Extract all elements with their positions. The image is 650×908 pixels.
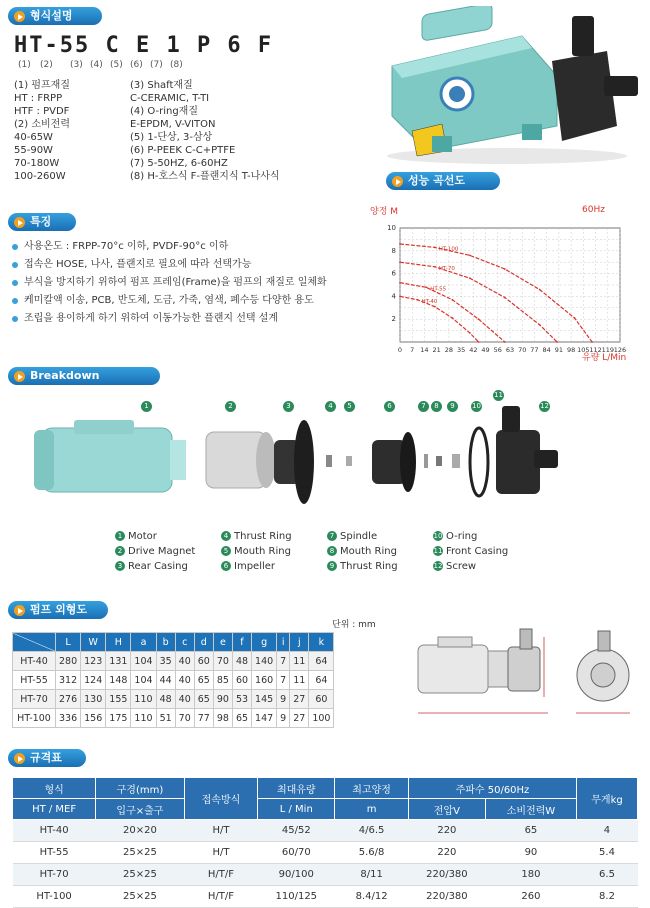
dim-cell: 7 [277, 652, 290, 671]
part-num: 8 [327, 546, 337, 556]
play-icon [14, 11, 25, 22]
chart-xtick-label: 0 [397, 346, 403, 354]
dim-cell: 124 [81, 671, 106, 690]
spec-header: 접속방식 [184, 778, 258, 820]
part-num: 3 [115, 561, 125, 571]
spec-line: (5) 1-단상, 3-삼상 [130, 132, 213, 143]
spec-line: (8) H-호스식 F-플랜지식 T-나사식 [130, 171, 280, 182]
part-name: Thrust Ring [234, 531, 292, 542]
chart-point [469, 332, 471, 334]
chart-point [504, 297, 506, 299]
spec-subheader: 입구×출구 [96, 799, 184, 820]
dim-cell: 155 [106, 690, 131, 709]
dim-corner [13, 633, 56, 652]
chart-ytick-label: 4 [391, 292, 396, 301]
spec-header-row-1 [13, 778, 638, 799]
dim-cell: 70 [213, 652, 232, 671]
part-name: Screw [446, 561, 477, 572]
chart-point [469, 254, 471, 256]
dim-header: b [156, 633, 175, 652]
part-item [327, 561, 398, 572]
dim-cell: 147 [252, 709, 277, 728]
callout-4: 4 [325, 401, 336, 412]
spec-cell: 180 [485, 864, 576, 886]
chart-ylabel: 양정 M [370, 207, 399, 217]
dim-model-cell: HT-70 [13, 690, 56, 709]
chart-point [451, 317, 453, 319]
part-item [115, 546, 195, 557]
chart-freq-label: 60Hz [582, 205, 605, 215]
play-icon [14, 371, 25, 382]
chart-series-label: HT-55 [430, 286, 447, 293]
spec-cell: 220/380 [408, 886, 485, 908]
dim-cell: 85 [213, 671, 232, 690]
callout-10: 10 [472, 402, 481, 410]
chart-point [399, 243, 401, 245]
dim-cell: 48 [232, 652, 251, 671]
chart-point [417, 299, 419, 301]
play-icon [14, 217, 25, 228]
callout-11: 11 [494, 391, 503, 399]
chart-point [425, 286, 427, 288]
chart-xtick-label: 7 [410, 346, 415, 354]
feature-item: 케미칼액 이송, PCB, 반도체, 도금, 가죽, 염색, 폐수등 다양한 용도 [12, 292, 327, 310]
dim-header: L [56, 633, 81, 652]
spec-cell: H/T [184, 820, 258, 842]
chart-point [434, 246, 436, 248]
spec-cell: HT-70 [13, 864, 96, 886]
part-item [115, 531, 157, 542]
section-header-curve [386, 172, 500, 190]
dim-cell: 27 [290, 709, 309, 728]
dim-cell: 104 [131, 652, 156, 671]
chart-xtick-label: 28 [444, 346, 454, 354]
spec-cell: HT-40 [13, 820, 96, 842]
dimension-table [12, 632, 334, 728]
spec-line: (3) Shaft재질 [130, 80, 193, 91]
dim-cell: 64 [309, 671, 334, 690]
dim-cell: 90 [213, 690, 232, 709]
spec-subheader: HT / MEF [13, 799, 96, 820]
spec-subheader: L / Min [258, 799, 335, 820]
code-num: (6) [130, 60, 143, 70]
spec-left [14, 79, 70, 183]
spec-line: 55-90W [14, 145, 53, 156]
spec-cell: 4/6.5 [335, 820, 409, 842]
spec-cell: HT-55 [13, 842, 96, 864]
part-num: 9 [327, 561, 337, 571]
spec-cell: 220/380 [408, 864, 485, 886]
dim-cell: 48 [156, 690, 175, 709]
spec-header: 무게kg [576, 778, 637, 820]
spec-cell: 5.6/8 [335, 842, 409, 864]
spec-cell: 90/100 [258, 864, 335, 886]
spec-header: 형식 [13, 778, 96, 799]
dim-cell: 145 [252, 690, 277, 709]
dim-header: H [106, 633, 131, 652]
spec-line: 40-65W [14, 132, 53, 143]
part-name: Motor [128, 531, 157, 542]
dim-cell: 11 [290, 652, 309, 671]
part-num: 2 [115, 546, 125, 556]
spec-line: (1) 펌프재질 [14, 80, 70, 91]
chart-point [399, 282, 401, 284]
chart-ytick-label: 6 [391, 269, 396, 278]
dim-cell: 123 [81, 652, 106, 671]
spec-cell: H/T/F [184, 886, 258, 908]
dim-header: W [81, 633, 106, 652]
chart-xtick-label: 84 [542, 346, 551, 354]
part-num: 5 [221, 546, 231, 556]
part-item [433, 561, 476, 572]
chart-point [434, 306, 436, 308]
dim-cell: 35 [156, 652, 175, 671]
dim-cell: 276 [56, 690, 81, 709]
breakdown-drawing [34, 400, 564, 520]
spec-line: E-EPDM, V-VITON [130, 119, 216, 130]
chart-xtick-label: 49 [481, 346, 490, 354]
part-name: Drive Magnet [128, 546, 196, 557]
chart-xlabel: 유량 L/Min [582, 353, 627, 363]
spec-line: 100-260W [14, 171, 66, 182]
chart-ytick-label: 8 [391, 246, 396, 255]
spec-cell: 4 [576, 820, 637, 842]
section-header-spec [8, 749, 86, 767]
performance-chart [370, 198, 642, 364]
chart-xtick-label: 105 [577, 346, 590, 354]
part-num: 7 [327, 531, 337, 541]
chart-point [478, 318, 480, 320]
callout-12: 12 [540, 402, 549, 410]
dim-cell: 130 [81, 690, 106, 709]
chart-point [399, 296, 401, 298]
model-code: HT-55 C E 1 P 6 F [14, 33, 274, 58]
spec-cell: 20×20 [96, 820, 184, 842]
dim-cell: 104 [131, 671, 156, 690]
part-item [327, 531, 377, 542]
dim-cell: 70 [175, 709, 194, 728]
section-title: 규격표 [30, 751, 62, 764]
feature-item: 부식을 방지하기 위하여 펌프 프레임(Frame)을 펌프의 재질로 일체화 [12, 274, 327, 292]
section-header-breakdown [8, 367, 160, 400]
dim-cell: 131 [106, 652, 131, 671]
chart-point [434, 266, 436, 268]
callout-6: 6 [384, 401, 395, 412]
dim-header-row [13, 633, 334, 652]
spec-subheader: 소비전력W [485, 799, 576, 820]
code-num: (2) [40, 60, 53, 70]
spec-cell: 8.2 [576, 886, 637, 908]
callout-1: 1 [141, 401, 152, 412]
part-item [221, 546, 291, 557]
part-num: 11 [433, 547, 443, 555]
part-num: 10 [433, 532, 443, 540]
spec-row [13, 864, 638, 886]
spec-header-row-2 [13, 799, 638, 820]
code-num: (5) [110, 60, 123, 70]
section-title: 특징 [30, 215, 52, 228]
spec-cell: 45/52 [258, 820, 335, 842]
part-name: Front Casing [446, 546, 509, 557]
section-header-model [8, 7, 102, 25]
dim-header: g [252, 633, 277, 652]
part-num: 1 [115, 531, 125, 541]
callout-9: 9 [447, 401, 458, 412]
dim-cell: 40 [175, 690, 194, 709]
chart-xtick-label: 126 [613, 346, 627, 354]
spec-subheader: 전압V [408, 799, 485, 820]
chart-point [504, 268, 506, 270]
spec-header: 최대유량 [258, 778, 335, 799]
part-name: Spindle [340, 531, 378, 542]
feature-item: 조립을 용이하게 하기 위하여 이동가능한 플랜지 선택 설계 [12, 310, 327, 328]
dim-model-cell: HT-55 [13, 671, 56, 690]
spec-cell: H/T/F [184, 864, 258, 886]
spec-cell: H/T [184, 842, 258, 864]
chart-point [478, 341, 480, 343]
dim-cell: 60 [309, 690, 334, 709]
dim-cell: 100 [309, 709, 334, 728]
dim-header: k [309, 633, 334, 652]
spec-cell: 25×25 [96, 886, 184, 908]
spec-subheader: m [335, 799, 409, 820]
part-num: 12 [433, 562, 443, 570]
dim-row [13, 671, 334, 690]
spec-line: (4) O-ring재질 [130, 106, 198, 117]
part-item [327, 546, 397, 557]
dim-cell: 53 [232, 690, 251, 709]
part-item [433, 531, 477, 542]
dim-cell: 336 [56, 709, 81, 728]
dim-header: d [194, 633, 213, 652]
dim-cell: 40 [175, 671, 194, 690]
part-item [433, 546, 508, 557]
chart-series-label: HT-40 [421, 298, 438, 305]
dim-header: j [290, 633, 309, 652]
dim-cell: 51 [156, 709, 175, 728]
code-num: (1) [18, 60, 31, 70]
feature-item: 접속은 HOSE, 나사, 플랜지로 필요에 따라 선택가능 [12, 256, 327, 274]
chart-xtick-label: 70 [518, 346, 527, 354]
spec-cell: 6.5 [576, 864, 637, 886]
spec-header: 주파수 50/60Hz [408, 778, 576, 799]
part-num: 4 [221, 531, 231, 541]
spec-cell: HT-100 [13, 886, 96, 908]
chart-xtick-label: 42 [469, 346, 478, 354]
spec-header: 최고양정 [335, 778, 409, 799]
spec-cell: 90 [485, 842, 576, 864]
code-num: (7) [150, 60, 163, 70]
pump-photo [372, 6, 642, 171]
spec-line: C-CERAMIC, T-TI [130, 93, 210, 104]
dim-cell: 65 [194, 671, 213, 690]
dim-model-cell: HT-100 [13, 709, 56, 728]
chart-point [451, 299, 453, 301]
chart-point [556, 341, 558, 343]
section-title: Breakdown Drawing [30, 369, 100, 400]
part-name: Thrust Ring [340, 561, 398, 572]
dim-cell: 110 [131, 709, 156, 728]
spec-line: (7) 5-50HZ, 6-60HZ [130, 158, 228, 169]
dim-cell: 280 [56, 652, 81, 671]
part-item [115, 561, 188, 572]
dim-row [13, 709, 334, 728]
spec-line: HTF : PVDF [14, 106, 70, 117]
code-num: (3) [70, 60, 83, 70]
dim-header: i [277, 633, 290, 652]
feature-list [12, 238, 327, 328]
dim-cell: 65 [232, 709, 251, 728]
chart-point [504, 341, 506, 343]
spec-right [130, 79, 280, 183]
chart-point [574, 317, 576, 319]
chart-xtick-label: 119 [601, 346, 614, 354]
dim-cell: 110 [131, 690, 156, 709]
dim-header: e [213, 633, 232, 652]
part-name: Impeller [234, 561, 276, 572]
spec-cell: 25×25 [96, 864, 184, 886]
spec-cell: 25×25 [96, 842, 184, 864]
chart-ytick-label: 10 [387, 224, 396, 232]
part-item [221, 561, 275, 572]
dim-cell: 44 [156, 671, 175, 690]
dim-cell: 140 [252, 652, 277, 671]
spec-cell: 65 [485, 820, 576, 842]
part-name: Mouth Ring [340, 546, 397, 557]
dim-cell: 160 [252, 671, 277, 690]
dim-cell: 148 [106, 671, 131, 690]
chart-xtick-label: 77 [530, 346, 539, 354]
spec-cell: 220 [408, 820, 485, 842]
dim-header: c [175, 633, 194, 652]
dim-cell: 11 [290, 671, 309, 690]
chart-xtick-label: 98 [566, 346, 576, 354]
callout-3: 3 [283, 401, 294, 412]
part-name: Mouth Ring [234, 546, 291, 557]
chart-xtick-label: 63 [505, 346, 515, 354]
chart-xtick-label: 35 [456, 346, 466, 354]
spec-cell: 260 [485, 886, 576, 908]
chart-point [469, 277, 471, 279]
part-name: O-ring [446, 531, 478, 542]
part-name: Rear Casing [128, 561, 188, 572]
dim-cell: 27 [290, 690, 309, 709]
dim-row [13, 652, 334, 671]
dim-cell: 156 [81, 709, 106, 728]
dim-cell: 65 [194, 690, 213, 709]
callout-5: 5 [344, 401, 355, 412]
part-item [221, 531, 292, 542]
spec-row [13, 820, 638, 842]
dim-cell: 60 [232, 671, 251, 690]
spec-row [13, 886, 638, 908]
feature-item: 사용온도 : FRPP-70°c 이하, PVDF-90°c 이하 [12, 238, 327, 256]
chart-series-label: HT-100 [438, 246, 459, 253]
dim-cell: 40 [175, 652, 194, 671]
spec-cell: 60/70 [258, 842, 335, 864]
section-header-dimensions [8, 601, 108, 619]
dim-cell: 9 [277, 709, 290, 728]
dim-cell: 60 [194, 652, 213, 671]
code-num: (8) [170, 60, 183, 70]
chart-xtick-label: 21 [432, 346, 441, 354]
chart-point [539, 289, 541, 291]
spec-cell: 220 [408, 842, 485, 864]
callout-8: 8 [431, 401, 442, 412]
dim-header: f [232, 633, 251, 652]
play-icon [14, 753, 25, 764]
part-num: 6 [221, 561, 231, 571]
chart-series-label: HT-70 [438, 265, 455, 272]
spec-cell: 8.4/12 [335, 886, 409, 908]
spec-line: (6) P-PEEK C-C+PTFE [130, 145, 236, 156]
chart-xtick-label: 14 [420, 346, 429, 354]
dim-row [13, 690, 334, 709]
play-icon [392, 176, 403, 187]
spec-cell: 110/125 [258, 886, 335, 908]
dim-cell: 7 [277, 671, 290, 690]
dim-cell: 175 [106, 709, 131, 728]
spec-line: 70-180W [14, 158, 60, 169]
play-icon [14, 605, 25, 616]
dim-cell: 9 [277, 690, 290, 709]
callout-7: 7 [418, 401, 429, 412]
spec-header: 구경(mm) [96, 778, 184, 799]
chart-point [591, 341, 593, 343]
section-title: 성능 곡선도 [408, 174, 465, 187]
spec-cell: 8/11 [335, 864, 409, 886]
dim-model-cell: HT-40 [13, 652, 56, 671]
code-num: (4) [90, 60, 103, 70]
spec-line: HT : FRPP [14, 93, 63, 104]
chart-point [539, 324, 541, 326]
spec-row [13, 842, 638, 864]
section-title: 형식설명 [30, 9, 73, 22]
dimension-drawing [408, 617, 644, 745]
callout-2: 2 [225, 401, 236, 412]
dim-header: a [131, 633, 156, 652]
section-title: 펌프 외형도 [30, 603, 87, 616]
dim-cell: 77 [194, 709, 213, 728]
chart-ytick-label: 2 [391, 315, 396, 324]
dim-cell: 98 [213, 709, 232, 728]
spec-line: (2) 소비전력 [14, 119, 70, 130]
dim-cell: 64 [309, 652, 334, 671]
chart-xtick-label: 56 [493, 346, 502, 354]
spec-table [12, 777, 638, 908]
section-header-features [8, 213, 76, 231]
chart-point [399, 261, 401, 263]
spec-cell: 5.4 [576, 842, 637, 864]
chart-xtick-label: 112 [589, 346, 602, 354]
unit-label: 단위 : mm [332, 620, 376, 630]
dim-cell: 312 [56, 671, 81, 690]
chart-xtick-label: 91 [554, 346, 564, 354]
